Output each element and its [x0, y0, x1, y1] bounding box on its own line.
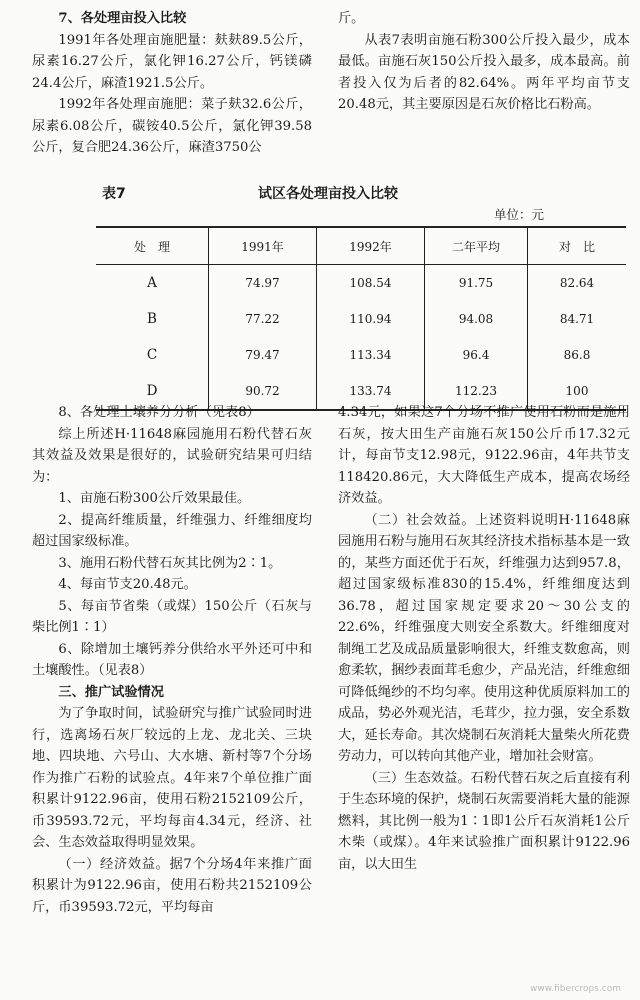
table-unit: 单位：元	[494, 207, 545, 222]
ecological-benefit-paragraph: （三）生态效益。石粉代替石灰之后直接有利于生态环境的保护，烧制石灰需要消耗大量的能源燃料，其比例一般为1∶1即1公斤石灰消耗1公斤木柴（或煤）。4年来试验推广面积累计9122.96亩，以大田生	[338, 770, 630, 872]
economic-benefit-continuation: 4.34元，如果这7个分场不推广使用石粉而是施用石灰，按大田生产亩施石灰150公斤币17.32元计，每亩节支12.98元，9122.96亩，4年共节支118420.86元，大大降低生产成本，提高农场经济效益。	[338, 405, 630, 506]
row-c-treatment: C	[146, 347, 158, 363]
row-b-1992: 110.94	[317, 301, 425, 337]
summary-paragraph: 综上所述H·11648麻园施用石粉代替石灰其效益及效果是很好的，试验研究结果可归结为：	[32, 426, 312, 485]
list-item: 3、施用石粉代替石灰其比例为2∶1。	[58, 555, 282, 571]
row-a-comparison: 82.64	[528, 265, 627, 302]
table-number: 表7	[102, 186, 126, 202]
paragraph-table7-summary: 从表7表明亩施石粉300公斤投入最少，成本最低。亩施石灰150公斤投入最多，成本最高。前者投入仅为后者的82.64%。两年平均亩节支20.48元，其主要原因是石灰价格比石粉高。	[338, 32, 630, 112]
row-b-average: 94.08	[425, 301, 528, 337]
site-watermark: www.fibercrops.com	[530, 984, 621, 994]
header-treatment: 处 理	[133, 239, 170, 254]
row-d-1991: 90.72	[209, 373, 317, 410]
row-c-1991: 79.47	[209, 337, 317, 373]
bottom-left-column	[32, 402, 312, 918]
table-title: 试区各处理亩投入比较	[258, 186, 398, 202]
header-comparison: 对 比	[528, 227, 627, 265]
row-a-1992: 108.54	[317, 265, 425, 302]
list-item: 6、除增加土壤钙养分供给水平外还可中和土壤酸性。（见表8）	[32, 641, 312, 678]
social-benefit-paragraph: （二）社会效益。上述资料说明H·11648麻园施用石粉与施用石灰其经济技术指标基本是一致的，某些方面还优于石灰，纤维强力达到957.8，超过国家级标准830的15.4%，纤维细度达到36.78，超过国家规定要求20～30公支的22.6%，纤维强度大则安全系数大。纤维细度对制绳工艺及成品质量影响很大，纤维支数愈高，则愈柔软，捆纱表面茸毛愈少，产品光洁，纤维愈细可降低绳纱的不均匀率。使用这种优质原料加工的成品，势必外观光洁，毛茸少，拉力强，安全系数大，延长寿命。其次烧制石灰消耗大量柴火所花费劳动力，可以转向其他产业，增加社会财富。	[338, 512, 630, 764]
row-c-average: 96.4	[425, 337, 528, 373]
row-a-1991: 74.97	[209, 265, 317, 302]
table-header-row	[96, 227, 626, 265]
header-average: 二年平均	[425, 227, 528, 265]
paragraph-1991-fertilizer: 1991年各处理亩施肥量：麸麸89.5公斤，尿素16.27公斤，氯化钾16.27公斤，钙镁磷24.4公斤，麻渣1921.5公斤。	[32, 32, 312, 91]
list-item: 5、每亩节省柴（或煤）150公斤（石灰与柴比例1∶1）	[32, 598, 312, 635]
table-caption	[0, 183, 640, 205]
row-b-comparison: 84.71	[528, 301, 627, 337]
header-1992: 1992年	[317, 227, 425, 265]
bottom-right-column	[338, 402, 630, 875]
row-d-treatment: D	[146, 383, 158, 399]
section-8-heading: 8、各处理土壤养分分析（见表8）	[58, 405, 260, 420]
top-right-column	[338, 8, 630, 116]
row-b-treatment: B	[147, 311, 157, 327]
row-a-average: 91.75	[425, 265, 528, 302]
row-c-1992: 113.34	[317, 337, 425, 373]
list-item: 4、每亩节支20.48元。	[58, 577, 197, 592]
row-d-1992: 133.74	[317, 373, 425, 410]
section-7-heading: 7、各处理亩投入比较	[58, 11, 187, 26]
economic-benefit-paragraph: （一）经济效益。据7个分场4年来推广面积累计为9122.96亩，使用石粉共2152109公斤，币39593.72元，平均每亩	[32, 856, 312, 915]
header-1991: 1991年	[209, 227, 317, 265]
row-d-comparison: 100	[528, 373, 627, 410]
table-row	[96, 265, 626, 302]
row-d-average: 112.23	[425, 373, 528, 410]
row-c-comparison: 86.8	[528, 337, 627, 373]
top-left-column	[32, 8, 312, 159]
table-row	[96, 337, 626, 373]
section-3-heading: 三、推广试验情况	[58, 684, 164, 700]
paragraph-1992-fertilizer: 1992年各处理亩施肥：菜子麸32.6公斤，尿素6.08公斤，碳铵40.5公斤，氯化钾39.58公斤，复合肥24.36公斤，麻渣3750公	[32, 97, 312, 155]
list-item: 2、提高纤维质量，纤维强力、纤维细度均超过国家级标准。	[32, 512, 312, 549]
promotion-paragraph: 为了争取时间，试验研究与推广试验同时进行，选离场石灰厂较远的上龙、龙北关、三块地、四块地、六号山、大水塘、新村等7个分场作为推广石粉的试验点。4年来7个单位推广面积累计9122.96亩，使用石粉2152109公斤，币39593.72元，平均每亩4.34元，经济、社会、生态效益取得明显效果。	[32, 706, 312, 850]
list-item: 1、亩施石粉300公斤效果最佳。	[58, 491, 251, 506]
input-comparison-table	[96, 226, 626, 411]
paragraph-continuation: 斤。	[338, 11, 365, 26]
row-b-1991: 77.22	[209, 301, 317, 337]
row-a-treatment: A	[147, 275, 157, 291]
table-row	[96, 301, 626, 337]
